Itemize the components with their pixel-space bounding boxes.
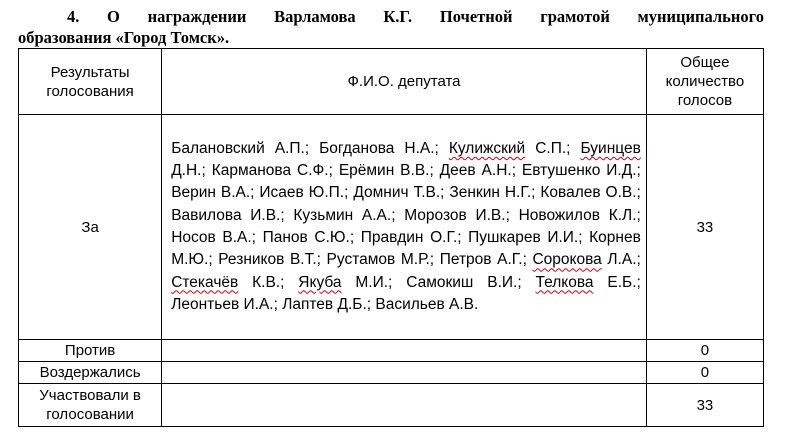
- spellcheck-word: Сорокова: [532, 251, 602, 269]
- row-label-against: Против: [19, 340, 162, 362]
- heading-line-1: 4. О награждении Варламова К.Г. Почетной грамотой муниципального: [67, 7, 764, 26]
- spellcheck-word: Якуба: [298, 273, 342, 291]
- row-label-participated: Участвовали в голосовании: [19, 384, 162, 427]
- name-segment: М.И.; Самокиш В.И.;: [341, 273, 536, 291]
- header-total-votes: Общее количество голосов: [646, 49, 763, 115]
- agenda-item-heading: [18, 6, 764, 48]
- heading-line-2: образования «Город Томск».: [18, 28, 230, 47]
- table-row-for: [19, 115, 764, 340]
- count-participated: 33: [646, 384, 763, 427]
- deputies-list-abstained: [162, 362, 647, 384]
- table-row-against: [19, 340, 764, 362]
- name-segment: Балановский А.П.; Богданова Н.А.;: [171, 139, 449, 157]
- table-header-row: [19, 49, 764, 115]
- header-deputy-names: Ф.И.О. депутата: [162, 49, 647, 115]
- spellcheck-word: Кулижский: [448, 139, 526, 157]
- name-segment: Л.А.;: [601, 251, 641, 269]
- spellcheck-word: Стекачёв: [171, 273, 239, 291]
- deputies-list-against: [162, 340, 647, 362]
- row-label-abstained: Воздержались: [19, 362, 162, 384]
- deputies-list-participated: [162, 384, 647, 427]
- spellcheck-word: Буинцев: [580, 139, 641, 157]
- count-against: 0: [646, 340, 763, 362]
- count-for: 33: [646, 115, 763, 340]
- name-segment: Е.Б.; Леонтьев И.А.; Лаптев Д.Б.; Васильев А.В.: [171, 273, 641, 313]
- spellcheck-word: Телкова: [535, 273, 594, 291]
- row-label-for: За: [19, 115, 162, 340]
- name-segment: К.В.;: [238, 273, 299, 291]
- header-results: Результаты голосования: [19, 49, 162, 115]
- deputies-list-for: [162, 115, 647, 340]
- count-abstained: 0: [646, 362, 763, 384]
- voting-results-table: [18, 48, 764, 427]
- table-row-abstained: [19, 362, 764, 384]
- name-segment: С.П.;: [525, 139, 581, 157]
- table-row-participated: [19, 384, 764, 427]
- name-segment: Д.Н.; Карманова С.Ф.; Ерёмин В.В.; Деев А.Н.; Евтушенко И.Д.; Верин В.А.; Исаев Ю.П.; Домнич Т.В.; Зенкин Н.Г.; Ковалев О.В.; Вавилова И.В.; Кузьмин А.А.; Морозов И.В.; Новожилов К.Л.; Носов В.А.; Панов С.Ю.; Правдин О.Г.; Пушкарев И.И.; Корнев М.Ю.; Резников В.Т.; Рустамов М.Р.; Петров А.Г.;: [171, 162, 641, 269]
